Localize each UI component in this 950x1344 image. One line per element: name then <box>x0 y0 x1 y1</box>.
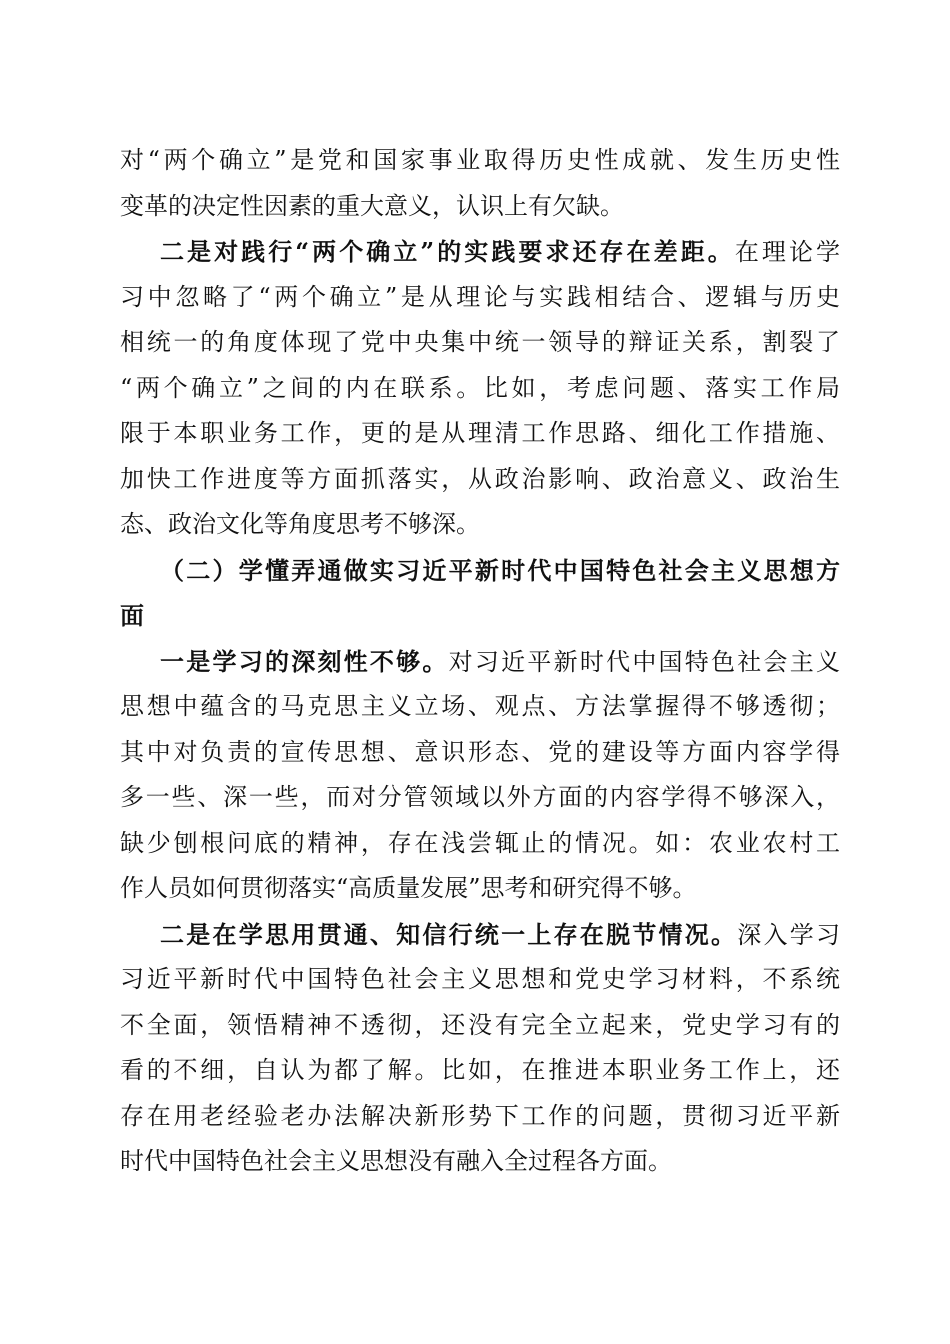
text-line <box>120 912 840 958</box>
paragraph-2 <box>120 229 840 548</box>
text-line: 思想中蕴含的马克思主义立场、观点、方法掌握得不够透彻； <box>120 692 840 720</box>
text-line: 作人员如何贯彻落实“高质量发展”思考和研究得不够。 <box>120 874 697 902</box>
text-line: 变革的决定性因素的重大意义，认识上有欠缺。 <box>120 191 624 220</box>
text-line: 习近平新时代中国特色社会主义思想和党史学习材料，不系统 <box>120 965 840 993</box>
text-line: 时代中国特色社会主义思想没有融入全过程各方面。 <box>120 1147 672 1175</box>
text-line: 态、政治文化等角度思考不够深。 <box>120 510 480 538</box>
paragraph-3 <box>120 639 840 912</box>
paragraph-4 <box>120 912 840 1185</box>
heading-line: （二）学懂弄通做实习近平新时代中国特色社会主义思想方 <box>160 555 840 585</box>
text-span: 在理论学 <box>734 238 841 266</box>
text-line: 习中忽略了“两个确立”是从理论与实践相结合、逻辑与历史 <box>120 282 840 311</box>
text-line: 存在用老经验老办法解决新形势下工作的问题，贯彻习近平新 <box>120 1101 840 1130</box>
heading-line: 面 <box>120 601 144 630</box>
paragraph-lead: 二是对践行“两个确立”的实践要求还存在差距。 <box>160 237 735 266</box>
text-span: 对习近平新时代中国特色社会主义 <box>448 647 840 676</box>
paragraph-lead: 二是在学思用贯通、知信行统一上存在脱节情况。 <box>160 919 738 949</box>
text-line: 对“两个确立”是党和国家事业取得历史性成就、发生历史性 <box>120 146 840 174</box>
text-line <box>120 229 840 275</box>
document-page <box>120 138 840 1185</box>
text-line: 其中对负责的宣传思想、意识形态、党的建设等方面内容学得 <box>120 737 840 766</box>
text-line: 不全面，领悟精神不透彻，还没有完全立起来，党史学习有的 <box>120 1010 840 1039</box>
text-line: 加快工作进度等方面抓落实，从政治影响、政治意义、政治生 <box>120 464 840 493</box>
paragraph-1 <box>120 138 840 229</box>
text-line: 看的不细，自认为都了解。比如，在推进本职业务工作上，还 <box>120 1056 840 1084</box>
text-line <box>120 639 840 685</box>
text-line: 相统一的角度体现了党中央集中统一领导的辩证关系，割裂了 <box>120 328 840 356</box>
text-span: 深入学习 <box>737 920 841 949</box>
text-line: 多一些、深一些，而对分管领域以外方面的内容学得不够深入， <box>120 783 840 811</box>
text-line: 限于本职业务工作，更的是从理清工作思路、细化工作措施、 <box>120 419 840 447</box>
paragraph-lead: 一是学习的深刻性不够。 <box>160 646 449 676</box>
text-line: 缺少刨根问底的精神，存在浅尝辄止的情况。如：农业农村工 <box>120 828 840 857</box>
section-heading <box>120 548 840 639</box>
text-line: “两个确立”之间的内在联系。比如，考虑问题、落实工作局 <box>120 373 840 402</box>
